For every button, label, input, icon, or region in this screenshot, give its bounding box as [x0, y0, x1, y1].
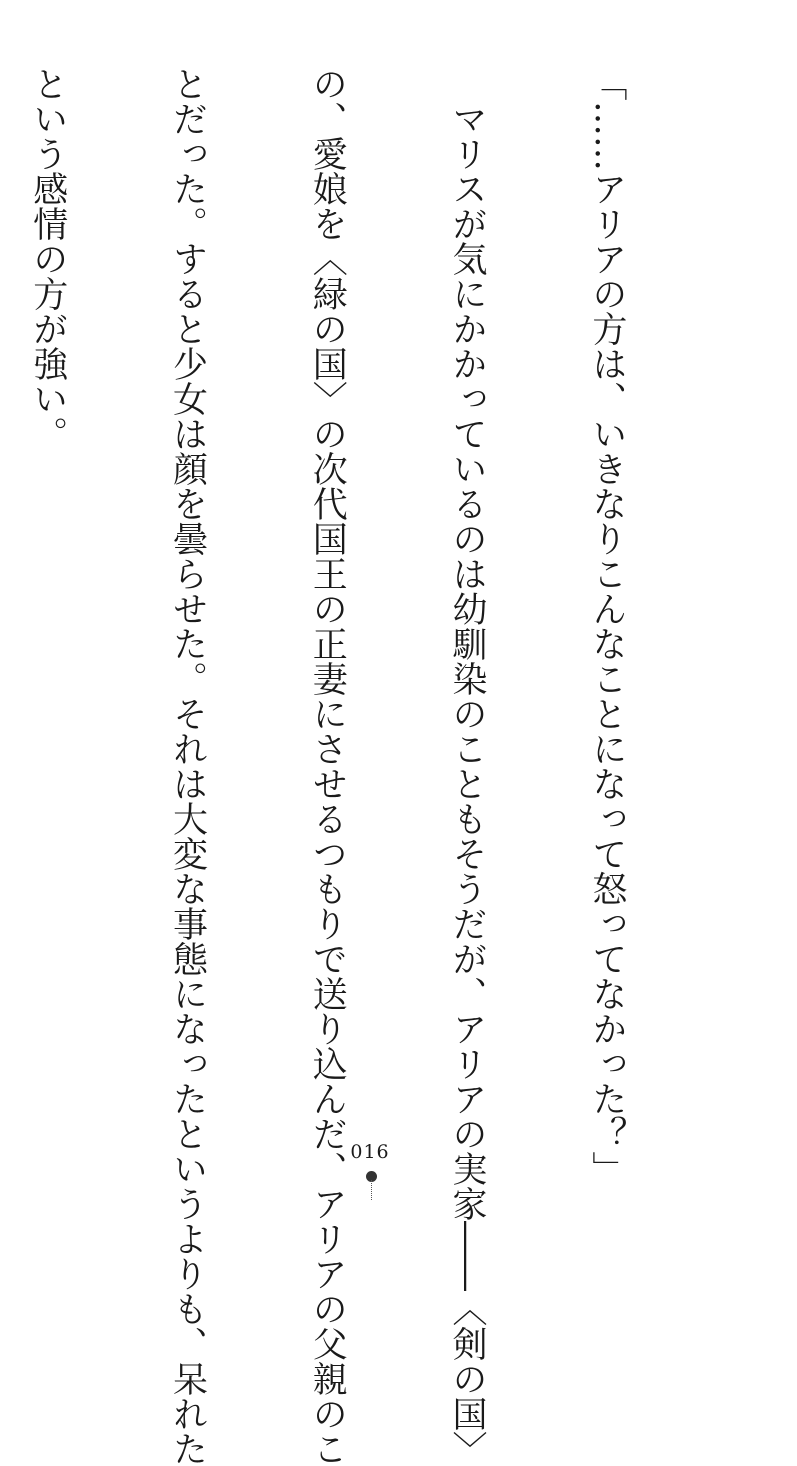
binding-line	[371, 1180, 372, 1200]
text-line: マリスが気にかかっているのは幼馴染のこともそうだが、アリアの実家――〈剣の国〉	[447, 66, 488, 1466]
page-number: 016	[350, 1141, 390, 1163]
text-line: 「……アリアの方は、いきなりこんなことになって怒ってなかった？」	[586, 66, 627, 1186]
text-line: とだった。すると少女は顔を曇らせた。それは大変な事態になったというよりも、呆れた	[167, 66, 208, 1466]
text-line: という感情の方が強い。	[27, 66, 68, 451]
text-line: の、愛娘を〈緑の国〉の次代国王の正妻にさせるつもりで送り込んだ、アリアの父親のこ	[307, 66, 348, 1466]
